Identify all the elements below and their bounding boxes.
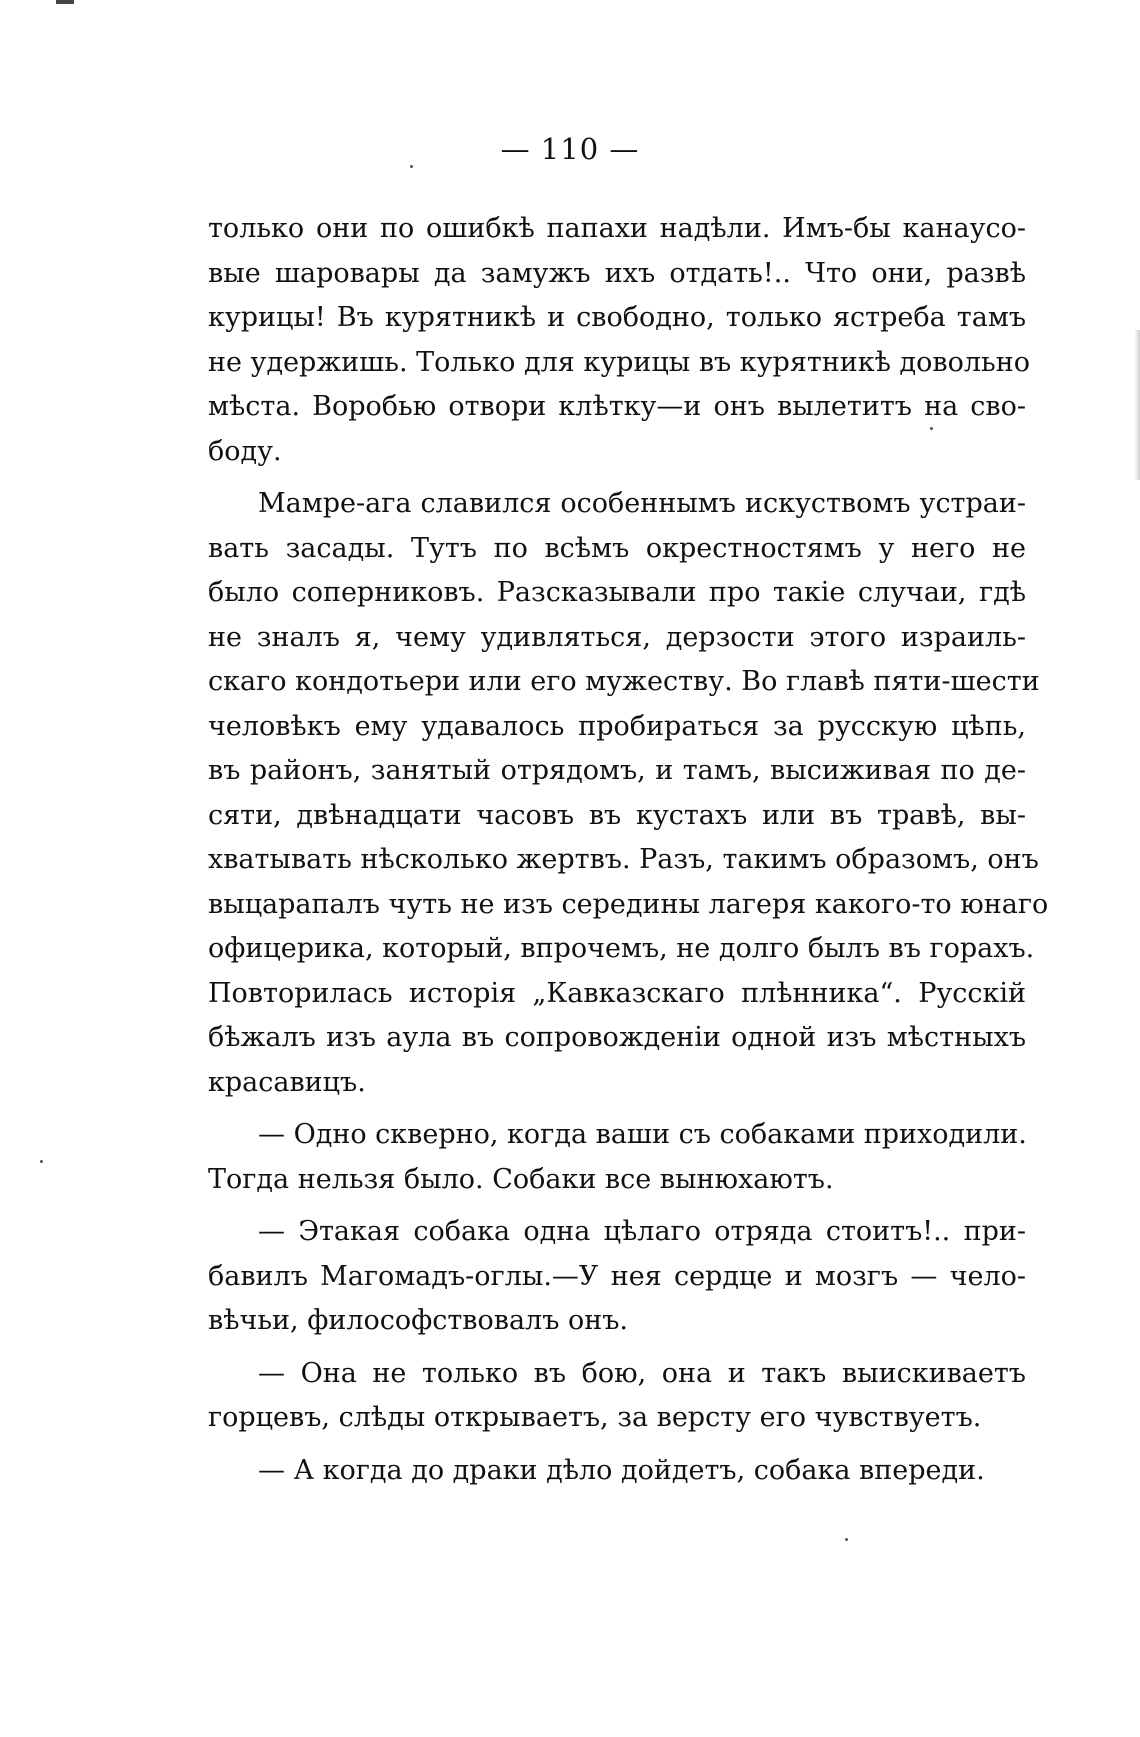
scan-corner-mark xyxy=(56,0,74,4)
text-line: въ районъ, занятый отрядомъ, и тамъ, высиживая по де- xyxy=(208,755,1026,786)
paragraph-p5 xyxy=(208,1352,1026,1441)
text-line: человѣкъ ему удавалось пробираться за русскую цѣпь, xyxy=(208,710,1026,742)
paragraph-gap xyxy=(208,1105,1026,1113)
body-text xyxy=(208,207,1049,1493)
text-line: мѣста. Воробью отвори клѣтку—и онъ вылетитъ на сво- xyxy=(208,391,1026,422)
text-line: вые шаровары да замужъ ихъ отдать!.. Что они, развѣ xyxy=(208,257,1026,289)
text-line: не зналъ я, чему удивляться, дерзости этого израиль- xyxy=(208,621,1026,653)
paragraph-p2 xyxy=(208,482,1049,1105)
page-number: — 110 — xyxy=(500,132,640,166)
text-line: — Она не только въ бою, она и такъ выискиваетъ xyxy=(258,1357,1026,1389)
paragraph-p3 xyxy=(208,1113,1026,1202)
scan-speck xyxy=(845,1538,848,1541)
text-line: Повторилась исторія „Кавказскаго плѣнника“. Русскій xyxy=(208,977,1026,1009)
paragraph-p4 xyxy=(208,1210,1026,1344)
text-line: Тогда нельзя было. Собаки все вынюхаютъ. xyxy=(208,1163,834,1195)
text-line: было соперниковъ. Разсказывали про такіе случаи, гдѣ xyxy=(208,577,1026,608)
text-line: — А когда до драки дѣло дойдетъ, собака впереди. xyxy=(258,1454,985,1486)
text-line: офицерика, который, впрочемъ, не долго былъ въ горахъ. xyxy=(208,933,1035,964)
text-line: курицы! Въ курятникѣ и свободно, только ястреба тамъ xyxy=(208,302,1026,333)
scan-speck xyxy=(40,1160,43,1163)
text-line: бавилъ Магомадъ-оглы.—У нея сердце и мозгъ — чело- xyxy=(208,1260,1026,1292)
paragraph-gap xyxy=(208,1202,1026,1210)
paragraph-p6 xyxy=(208,1449,1026,1494)
text-line: горцевъ, слѣды открываетъ, за версту его чувствуетъ. xyxy=(208,1402,982,1433)
text-line: только они по ошибкѣ папахи надѣли. Имъ-бы канаусо- xyxy=(208,213,1026,244)
paragraph-gap xyxy=(208,1344,1026,1352)
page-edge-shadow xyxy=(1134,330,1140,480)
paragraph-p1 xyxy=(208,207,1030,474)
text-line: выцарапалъ чуть не изъ середины лагеря какого-то юнаго xyxy=(208,888,1049,920)
text-line: не удержишь. Только для курицы въ курятникѣ довольно xyxy=(208,346,1030,378)
text-line: скаго кондотьери или его мужеству. Во главѣ пяти-шести xyxy=(208,666,1040,697)
text-line: вѣчьи, философствовалъ онъ. xyxy=(208,1305,628,1336)
text-line: бѣжалъ изъ аула въ сопровожденіи одной изъ мѣстныхъ xyxy=(208,1022,1026,1053)
text-line: сяти, двѣнадцати часовъ въ кустахъ или въ травѣ, вы- xyxy=(208,799,1026,831)
paragraph-gap xyxy=(208,1441,1026,1449)
text-line: Мамре-ага славился особеннымъ искуствомъ устраи- xyxy=(258,488,1026,519)
text-line: красавицъ. xyxy=(208,1066,366,1098)
paragraph-gap xyxy=(208,474,1026,482)
text-line: боду. xyxy=(208,435,282,467)
text-line: вать засады. Тутъ по всѣмъ окрестностямъ у него не xyxy=(208,532,1026,564)
text-line: — Этакая собака одна цѣлаго отряда стоитъ!.. при- xyxy=(258,1216,1026,1247)
text-line: — Одно скверно, когда ваши съ собаками приходили. xyxy=(258,1119,1027,1150)
text-line: хватывать нѣсколько жертвъ. Разъ, такимъ образомъ, онъ xyxy=(208,844,1039,875)
